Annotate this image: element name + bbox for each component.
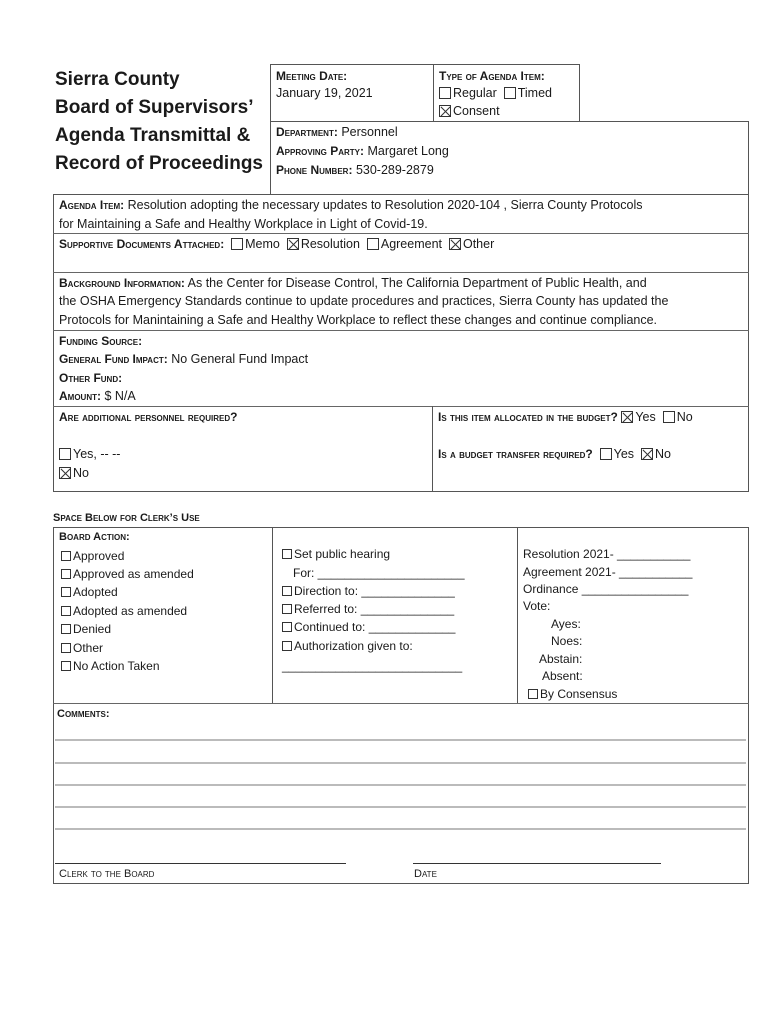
continued-label: Continued to: _____________ bbox=[294, 620, 456, 634]
supportive-label: Supportive Documents Attached: bbox=[59, 237, 225, 251]
consent-checkbox[interactable] bbox=[439, 105, 451, 117]
divider bbox=[53, 406, 749, 407]
title-line-4: Record of Proceedings bbox=[55, 153, 263, 174]
board-action-other: Other bbox=[73, 641, 104, 655]
board-action-approved: Approved bbox=[73, 549, 125, 563]
allocated-yes-checkbox[interactable] bbox=[621, 411, 633, 423]
allocated-no-label: No bbox=[676, 410, 693, 424]
continued-item bbox=[282, 620, 455, 634]
timed-label: Timed bbox=[517, 86, 552, 100]
agreement-number-line: Agreement 2021- ___________ bbox=[523, 565, 693, 579]
denied-checkbox[interactable] bbox=[61, 624, 71, 634]
transfer-yes-checkbox[interactable] bbox=[600, 448, 612, 460]
personnel-yes-label: Yes, -- -- bbox=[73, 447, 121, 461]
general-fund-value: No General Fund Impact bbox=[171, 352, 309, 366]
divider bbox=[53, 272, 749, 273]
background-line-1 bbox=[59, 276, 647, 290]
direction-checkbox[interactable] bbox=[282, 586, 292, 596]
department-value: Personnel bbox=[341, 125, 398, 139]
title-line-1: Sierra County bbox=[55, 69, 180, 90]
direction-label: Direction to: ______________ bbox=[294, 584, 455, 598]
amount-row bbox=[59, 389, 136, 403]
consensus-label: By Consensus bbox=[540, 687, 618, 701]
regular-label: Regular bbox=[453, 86, 497, 100]
personnel-no-label: No bbox=[73, 466, 89, 480]
funding-source-label: Funding Source: bbox=[59, 334, 143, 348]
supportive-docs-row bbox=[59, 237, 494, 251]
personnel-question: Are additional personnel required? bbox=[59, 410, 238, 424]
other-fund-label: Other Fund: bbox=[59, 371, 123, 385]
budget-allocated-question: Is this item allocated in the budget? bbox=[438, 410, 618, 424]
agreement-checkbox[interactable] bbox=[367, 238, 379, 250]
referred-checkbox[interactable] bbox=[282, 604, 292, 614]
referred-label: Referred to: ______________ bbox=[294, 602, 455, 616]
vote-label: Vote: bbox=[523, 599, 551, 613]
phone-row bbox=[276, 163, 434, 177]
department-label: Department: bbox=[276, 125, 338, 139]
authorization-item bbox=[282, 639, 413, 653]
board-action-no-action: No Action Taken bbox=[73, 659, 160, 673]
board-action-item bbox=[61, 549, 124, 563]
budget-transfer-question: Is a budget transfer required? bbox=[438, 447, 593, 461]
background-label: Background Information: bbox=[59, 276, 185, 290]
board-action-item bbox=[61, 641, 103, 655]
board-action-adopted: Adopted bbox=[73, 585, 118, 599]
general-fund-row bbox=[59, 352, 308, 366]
date-label: Date bbox=[414, 868, 437, 880]
consensus-checkbox[interactable] bbox=[528, 689, 538, 699]
other-label: Other bbox=[462, 237, 495, 251]
authorization-line: ___________________________ bbox=[282, 659, 463, 673]
title-line-2: Board of Supervisors’ bbox=[55, 97, 254, 118]
transfer-yes-label: Yes bbox=[613, 447, 635, 461]
adopted-amended-checkbox[interactable] bbox=[61, 606, 71, 616]
approving-label: Approving Party: bbox=[276, 144, 365, 158]
board-action-approved-amended: Approved as amended bbox=[73, 567, 194, 581]
comments-label: Comments: bbox=[57, 708, 110, 720]
board-action-item bbox=[61, 659, 160, 673]
divider bbox=[53, 330, 749, 331]
board-action-item bbox=[61, 622, 111, 636]
noes-label: Noes: bbox=[551, 634, 583, 648]
consent-label: Consent bbox=[453, 104, 500, 118]
clerk-to-board-label: Clerk to the Board bbox=[59, 868, 155, 880]
transfer-no-label: No bbox=[654, 447, 671, 461]
continued-checkbox[interactable] bbox=[282, 622, 292, 632]
ayes-label: Ayes: bbox=[551, 617, 581, 631]
approving-row bbox=[276, 144, 449, 158]
authorization-checkbox[interactable] bbox=[282, 641, 292, 651]
resolution-label: Resolution bbox=[300, 237, 360, 251]
approved-checkbox[interactable] bbox=[61, 551, 71, 561]
other-action-checkbox[interactable] bbox=[61, 643, 71, 653]
comment-line[interactable] bbox=[55, 739, 746, 741]
consensus-item bbox=[528, 687, 617, 701]
no-action-checkbox[interactable] bbox=[61, 661, 71, 671]
budget-allocated-row bbox=[438, 410, 693, 424]
amount-value: $ N/A bbox=[104, 389, 136, 403]
resolution-checkbox[interactable] bbox=[287, 238, 299, 250]
abstain-label: Abstain: bbox=[539, 652, 583, 666]
agenda-item-text-2: for Maintaining a Safe and Healthy Workplace in Light of Covid-19. bbox=[59, 217, 428, 231]
divider bbox=[53, 703, 749, 704]
set-hearing-checkbox[interactable] bbox=[282, 549, 292, 559]
personnel-yes-option bbox=[59, 447, 120, 461]
consent-option bbox=[439, 104, 500, 118]
agenda-type-options bbox=[439, 86, 552, 100]
set-hearing-label: Set public hearing bbox=[294, 547, 391, 561]
comment-line[interactable] bbox=[55, 784, 746, 786]
personnel-yes-checkbox[interactable] bbox=[59, 448, 71, 460]
regular-checkbox[interactable] bbox=[439, 87, 451, 99]
referred-item bbox=[282, 602, 454, 616]
agenda-item-label: Agenda Item: bbox=[59, 198, 125, 212]
budget-transfer-row bbox=[438, 447, 671, 461]
approved-amended-checkbox[interactable] bbox=[61, 569, 71, 579]
general-fund-label: General Fund Impact: bbox=[59, 352, 168, 366]
board-action-adopted-amended: Adopted as amended bbox=[73, 604, 188, 618]
amount-label: Amount: bbox=[59, 389, 101, 403]
date-signature-line[interactable] bbox=[413, 863, 661, 864]
agenda-item-line-1 bbox=[59, 198, 643, 212]
other-checkbox[interactable] bbox=[449, 238, 461, 250]
board-action-denied: Denied bbox=[73, 622, 112, 636]
comment-line[interactable] bbox=[55, 806, 746, 808]
background-text-1: As the Center for Disease Control, The California Department of Public Health, and bbox=[187, 276, 647, 290]
memo-label: Memo bbox=[245, 237, 280, 251]
divider-vertical bbox=[517, 527, 518, 703]
background-text-2: the OSHA Emergency Standards continue to update procedures and practices, Sierra County has updated the bbox=[59, 294, 669, 308]
personnel-no-option bbox=[59, 466, 89, 480]
resolution-number-line: Resolution 2021- ___________ bbox=[523, 547, 691, 561]
divider-vertical bbox=[272, 527, 273, 703]
form-title bbox=[55, 66, 263, 178]
approving-value: Margaret Long bbox=[367, 144, 449, 158]
agreement-label: Agreement bbox=[380, 237, 443, 251]
personnel-no-checkbox[interactable] bbox=[59, 467, 71, 479]
clerk-signature-line[interactable] bbox=[55, 863, 346, 864]
transfer-no-checkbox[interactable] bbox=[641, 448, 653, 460]
board-action-label: Board Action: bbox=[59, 531, 130, 543]
direction-item bbox=[282, 584, 455, 598]
background-text-3: Protocols for Manintaining a Safe and Healthy Workplace to reflect these changes and continue compliance. bbox=[59, 313, 658, 327]
timed-checkbox[interactable] bbox=[504, 87, 516, 99]
set-hearing-item bbox=[282, 547, 390, 561]
board-action-item bbox=[61, 585, 118, 599]
meeting-date-label: Meeting Date: bbox=[276, 69, 348, 83]
board-action-item bbox=[61, 604, 187, 618]
meeting-date-value: January 19, 2021 bbox=[276, 86, 373, 100]
agenda-item-text-1: Resolution adopting the necessary updates to Resolution 2020-104 , Sierra County Protocols bbox=[127, 198, 643, 212]
divider bbox=[53, 233, 749, 234]
comment-line[interactable] bbox=[55, 828, 746, 830]
absent-label: Absent: bbox=[542, 669, 583, 683]
allocated-yes-label: Yes bbox=[635, 410, 656, 424]
phone-label: Phone Number: bbox=[276, 163, 353, 177]
agenda-type-label: Type of Agenda Item: bbox=[439, 69, 545, 83]
board-action-item bbox=[61, 567, 194, 581]
divider-vertical bbox=[432, 406, 433, 492]
phone-value: 530-289-2879 bbox=[355, 163, 434, 177]
clerk-space-label: Space Below for Clerk’s Use bbox=[53, 512, 200, 524]
authorization-label: Authorization given to: bbox=[294, 639, 413, 653]
comment-line[interactable] bbox=[55, 762, 746, 764]
adopted-checkbox[interactable] bbox=[61, 587, 71, 597]
title-line-3: Agenda Transmittal & bbox=[55, 125, 251, 146]
allocated-no-checkbox[interactable] bbox=[663, 411, 675, 423]
memo-checkbox[interactable] bbox=[231, 238, 243, 250]
hearing-for-line: For: ______________________ bbox=[293, 566, 465, 580]
ordinance-number-line: Ordinance ________________ bbox=[523, 582, 689, 596]
department-row bbox=[276, 125, 398, 139]
